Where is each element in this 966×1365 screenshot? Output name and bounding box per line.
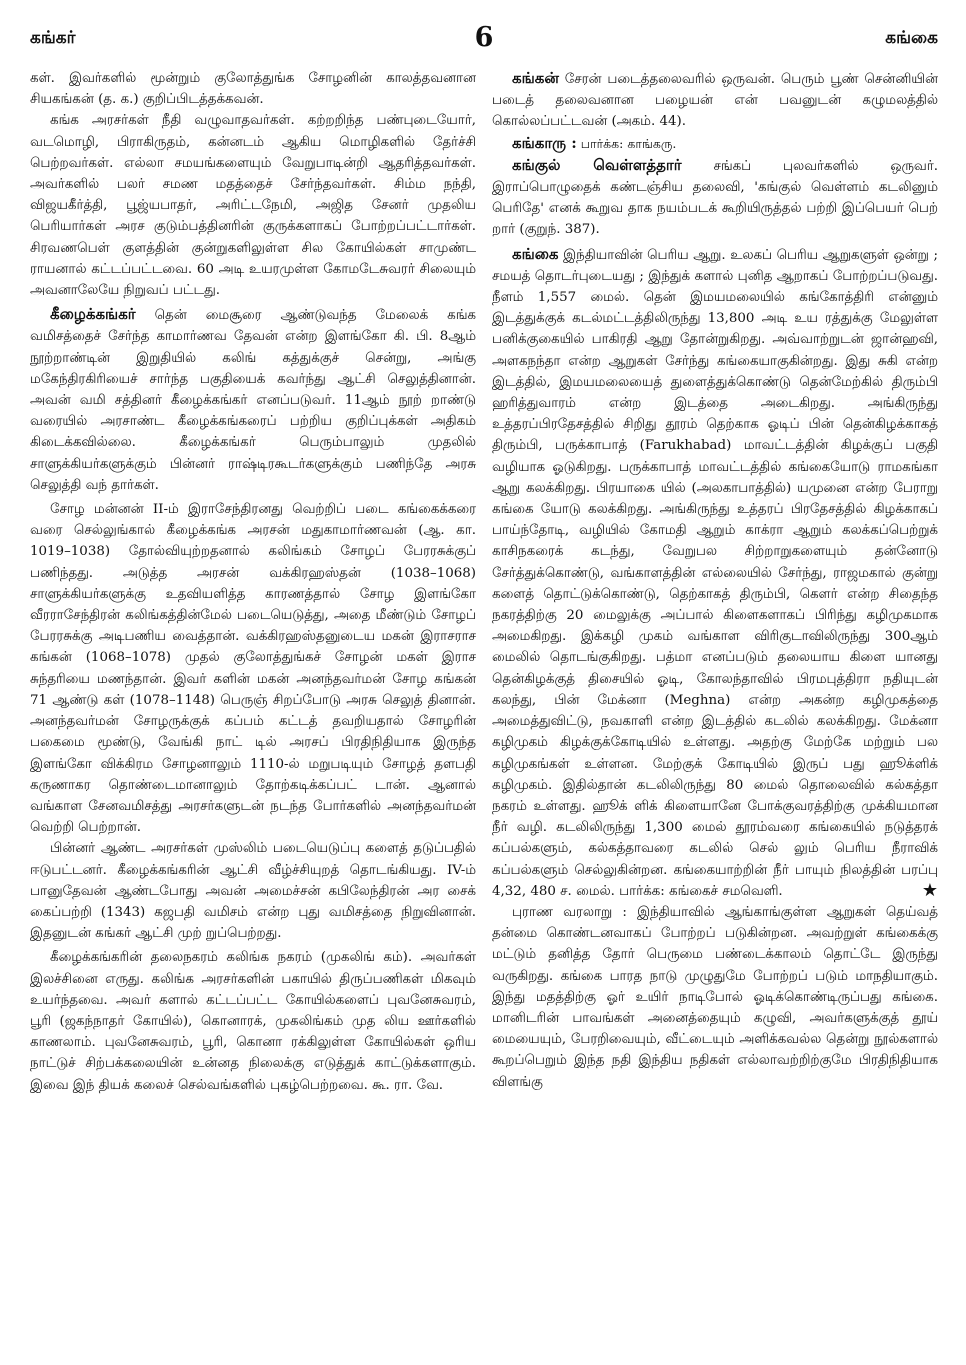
cross-reference: பார்க்க: காங்கரு.	[576, 135, 677, 151]
star-icon: ★	[921, 879, 938, 901]
entry-paragraph	[492, 133, 938, 155]
page-number: 6	[474, 22, 494, 53]
entry-headword: கங்குல் வெள்ளத்தார்	[512, 155, 682, 174]
entry-text: சங்கப் புலவர்களில் ஒருவர். இராப்பொழுதைக் கண்டஞ்சிய தலைவி, 'கங்குல் வெள்ளம் கடலினும் பெரிதே' எனக் கூறுவ தாக நயம்படக் கூறியிருத்தல் பற்றி இப்பெயர் பெற் றார் (குறுந். 387).	[492, 158, 938, 238]
entry-headword: கங்கை	[512, 244, 559, 263]
entry-text: சேரன் படைத்தலைவரில் ஒருவன். பெரும் பூண் சென்னியின் படைத் தலைவனான பழையன் என் பவனுடன் கழுமலத்தில் கொல்லப்பட்டவன் (அகம். 44).	[492, 72, 938, 130]
entry-paragraph	[492, 155, 938, 241]
left-column	[30, 68, 476, 1096]
entry-text: தென் மைசூரை ஆண்டுவந்த மேலைக் கங்க வமிசத்தைச் சேர்ந்த காமார்ணவ தேவன் என்ற இளங்கோ கி. பி. 8ஆம் நூற்றாண்டின் இறுதியில் கலிங் கத்துக்குச் சென்று, அங்கு மகேந்திரகிரியைச் சார்ந்த பகுதியைக் கவர்ந்து ஆட்சி செலுத்தினான். அவன் வமி சத்தினர் கீழைக்கங்கர் எனப்படுவர். 11ஆம் நூற் றாண்டு வரையில் அரசாண்ட கீழைக்கங்கரைப் பற்றிய குறிப்புக்கள் அதிகம் கிடைக்கவில்லை. கீழைக்கங்கர் பெரும்பாலும் முதலில் சாளுக்கியர்களுக்கும் பின்னர் ராஷ்டிரகூடர்களுக்கும் பணிந்தே அரசு செலுத்தி வந் தார்கள்.	[30, 308, 476, 493]
entry-paragraph	[492, 68, 938, 133]
paragraph: சோழ மன்னன் II-ம் இராசேந்திரனது வெற்றிப் படை கங்கைக்கரை வரை செல்லுங்கால் கீழைக்கங்க அரசன் மதுகாமார்ணவன் (ஆ. கா. 1019–1038) தோல்வியுற்றதனால் கலிங்கம் சோழப் பேரரசுக்குப் பணிந்தது. அடுத்த அரசன் வக்கிரஹஸ்தன் (1038–1068) சாளுக்கியர்களுக்கு உதவியளித்த காரணத்தால் சோழ இளங்கோ வீரராசேந்திரன் கலிங்கத்தின்மேல் படையெடுத்து, அதை மீண்டும் சோழப் பேரரசுக்கு அடிபணிய வைத்தான். வக்கிரஹஸ்தனுடைய மகன் இராசராச கங்கன் (1068–1078) முதல் குலோத்துங்கச் சோழன் மகள் இராச சுந்தரியை மணந்தான். இவர் களின் மகன் அனந்தவர்மன் சோழ கங்கன் 71 ஆண்டு கள் (1078–1148) பெருஞ் சிறப்போடு அரசு செலுத் தினான். அனந்தவர்மன் சோழருக்குக் கப்பம் கட்டத் தவறியதால் சோழரின் பகைமை மூண்டு, வேங்கி நாட் டில் அரசப் பிரதிநிதியாக இருந்த இளங்கோ விக்கிரம சோழனாலும் 1110-ல் மறுபடியும் சோழத் தளபதி கருணாகர தொண்டைமானாலும் தோற்கடிக்கப்பட் டான். ஆனால் வங்காள சேனவமிசத்து அரசர்களுடன் நடந்த போர்களில் அனந்தவர்மன் வெற்றி பெற்றான்.	[30, 502, 476, 836]
paragraph: கங்க அரசர்கள் நீதி வழுவாதவர்கள். கற்றறிந்த பண்புடையோர், வடமொழி, பிராகிருதம், கன்னடம் ஆகிய மொழிகளில் தேர்ச்சி பெற்றவர்கள். எல்லா சமயங்களையும் வேறுபாடின்றி ஆதரித்தவர்கள். அவர்களில் பலர் சமண மதத்தைச் சேர்ந்தவர்கள். சிம்ம நந்தி, விஜயகீர்த்தி, பூஜ்யபாதர், அரிட்டநேமி, அஜித சேனர் முதலிய பெரியார்கள் அரச குடும்பத்தினரின் குருக்களாகப் போற்றப்பட்டார்கள். சிரவணபெள் குளத்தின் குன்றுகளிலுள்ள சில கோயில்கள் சாமுண்ட ராயனால் கட்டப்பட்டவை. 60 அடி உயரமுள்ள கோமடேசுவரர் சிலையும் அவனாலேயே நிறுவப் பட்டது.	[30, 113, 476, 299]
paragraph: பின்னர் ஆண்ட அரசர்கள் முஸ்லிம் படையெடுப்பு களைத் தடுப்பதில் ஈடுபட்டனர். கீழைக்கங்கரின் ஆட்சி வீழ்ச்சியுறத் தொடங்கியது. IV-ம் பானுதேவன் ஆண்டபோது அவன் அமைச்சன் கபிலேந்திரன் அர சைக் கைப்பற்றி (1343) கஜபதி வமிசம் என்ற புது வமிசத்தை நிறுவினான். இதனுடன் கங்கர் ஆட்சி முற் றுப்பெற்றது.	[30, 841, 476, 942]
right-column	[492, 68, 938, 1096]
entry-text: இந்தியாவின் பெரிய ஆறு. உலகப் பெரிய ஆறுகளுள் ஒன்று ; சமயத் தொடர்புடையது ; இந்துக் களால் புனித ஆறாகப் போற்றப்படுவது. நீளம் 1,557 மைல். தென் இமயமலையில் கங்கோத்திரி என்னும் இடத்துக்குக் கடல்மட்டத்திலிருந்து 13,800 அடி உய ரத்துக்கு மேலுள்ள பனிக்குகையில் பாகிரதி ஆறு தோன்றுகிறது. அவ்வாற்றுடன் ஜான்ஹவி, அளகநந்தா என்ற ஆறுகள் சேர்ந்து கங்கையாகுகின்றது. இது சுகி என்ற இடத்தில், இமயமலையைத் துளைத்துக்கொண்டு தென்மேற்கில் திரும்பி ஹரித்துவாரம் என்ற இடத்தை அடைகிறது. அங்கிருந்து உத்தரப்பிரதேசத்தில் சிறிது தூரம் தெற்காக ஓடிப் பின் தென்கிழக்காகத் திரும்பி, பருக்காபாத் (Farukhabad) மாவட்டத்தின் கிழக்குப் பகுதி வழியாக ஓடுகிறது. பருக்காபாத் மாவட்டத்தில் கங்கையோடு ராமகங்கா ஆறு கலக்கிறது. பிரயாகை யில் (அலகாபாத்தில்) யமுனை என்ற பேராறு கங்கை யோடு கலக்கிறது. அங்கிருந்து உத்தரப் பிரதேசத்தில் கிழக்காகப் பாய்ந்தோடி, வழியில் கோமதி ஆறும் காக்ரா ஆறும் கலக்கப்பெற்றுக் காசிநகரைக் கடந்து, வேறுபல சிற்றாறுகளையும் தன்னோடு சேர்த்துக்கொண்டு, வங்காளத்தின் எல்லையில் சேர்ந்து, ராஜமகால் குன்று களைத் தொட்டுக்கொண்டு, தெற்காகத் திரும்பி, கௌர் என்ற சிதைந்த நகரத்திற்கு 20 மைலுக்கு அப்பால் கிளைகளாகப் பிரிந்து கழிமுகமாக அமைகிறது. இக்கழி முகம் வங்காள விரிகுடாவிலிருந்து 300ஆம் மைலில் தொடங்குகிறது. பத்மா எனப்படும் தலையாய கிளை யானது தென்கிழக்குத் திசையில் ஓடி, கோலந்தாவில் பிரமபுத்திரா நதியுடன் கலந்து, பின் மேக்னா (Meghna) என்ற அகன்ற கழிமுகத்தை அமைத்துவிட்டு, நவகாளி என்ற இடத்தில் கடலில் கலக்கிறது. மேக்னா கழிமுகம் கிழக்குக்கோடியில் உள்ளது. அதற்கு மேற்கே மற்றும் பல கழிமுகங்கள் உள்ளன. மேற்குக் கோடியில் இருப் பது ஹூக்ளிக் கழிமுகம். இதில்தான் கடலிலிருந்து 80 மைல் தொலைவில் கல்கத்தா நகரம் உள்ளது. ஹூக் ளிக் கிளையானே போக்குவரத்திற்கு முக்கியமான நீர் வழி. கடலிலிருந்து 1,300 மைல் தூரம்வரை கங்கையில் நடுத்தரக் கப்பல்களும், கல்கத்தாவரை கடலில் செல் லும் பெரிய நீராவிக் கப்பல்களும் செல்லுகின்றன. கங்கையாற்றின் நீர் பாயும் நிலத்தின் பரப்பு 4,32, 480 ச. மைல். பார்க்க: கங்கைச் சமவெளி.	[492, 247, 938, 899]
entry-headword: கங்கன்	[512, 69, 559, 87]
paragraph: கள். இவர்களில் மூன்றும் குலோத்துங்க சோழனின் காலத்தவனான சியகங்கன் (த. க.) குறிப்பிடத்தக்கவன்.	[30, 71, 476, 108]
page-header	[30, 22, 938, 58]
paragraph: கீழைக்கங்கரின் தலைநகரம் கலிங்க நகரம் (முகலிங் கம்). அவர்கள் இலச்சினை எருது. கலிங்க அரசர்களின் பகாயில் திருப்பணிகள் மிகவும் உயர்ந்தவை. அவர் களால் கட்டப்பட்ட கோயில்களைப் புவனேசுவரம், பூரி (ஜகந்நாதர் கோயில்), கொனாரக், முகலிங்கம் முத லிய ஊர்களில் காணலாம். புவனேசுவரம், பூரி, கொனா ரக்கிலுள்ள கோயில்கள் ஒரிய நாட்டுச் சிற்பக்கலையின் உன்னத நிலைக்கு எடுத்துக் காட்டுக்களாகும். இவை இந் தியக் கலைச் செல்வங்களில் புகழ்பெற்றவை. கூ. ரா. வே.	[30, 950, 476, 1093]
header-left-guideword: கங்கர்	[30, 28, 76, 48]
entry-headword: கீழைக்கங்கர்	[50, 305, 136, 324]
entry-paragraph	[492, 244, 938, 902]
header-right-guideword: கங்கை	[885, 28, 938, 48]
entry-headword: கங்காரு :	[512, 133, 577, 152]
entry-paragraph	[30, 304, 476, 496]
paragraph: புராண வரலாறு : இந்தியாவில் ஆங்காங்குள்ள ஆறுகள் தெய்வத் தன்மை கொண்டனவாகப் போற்றப் படுகின்றன. அவற்றுள் கங்கைக்கு மட்டும் தனித்த தோர் பெருமை பண்டைக்காலம் தொட்டே இருந்து வருகிறது. கங்கை பாரத நாடு முழுதுமே போற்றப் படும் மாநதியாகும். இந்து மதத்திற்கு ஓர் உயிர் நாடிபோல் ஓடிக்கொண்டிருப்பது கங்கை. மானிடரின் பாவங்கள் அனைத்தையும் கழுவி, அவர்களுக்குத் தூய் மையையும், பேரறிவையும், வீட்டையும் அளிக்கவல்ல தென்று நூல்களால் கூறப்பெறும் இந்த நதி இந்திய நதிகள் எல்லாவற்றிற்குமே பிரதிநிதியாக விளங்கு	[492, 904, 938, 1090]
two-column-body	[30, 68, 938, 1096]
